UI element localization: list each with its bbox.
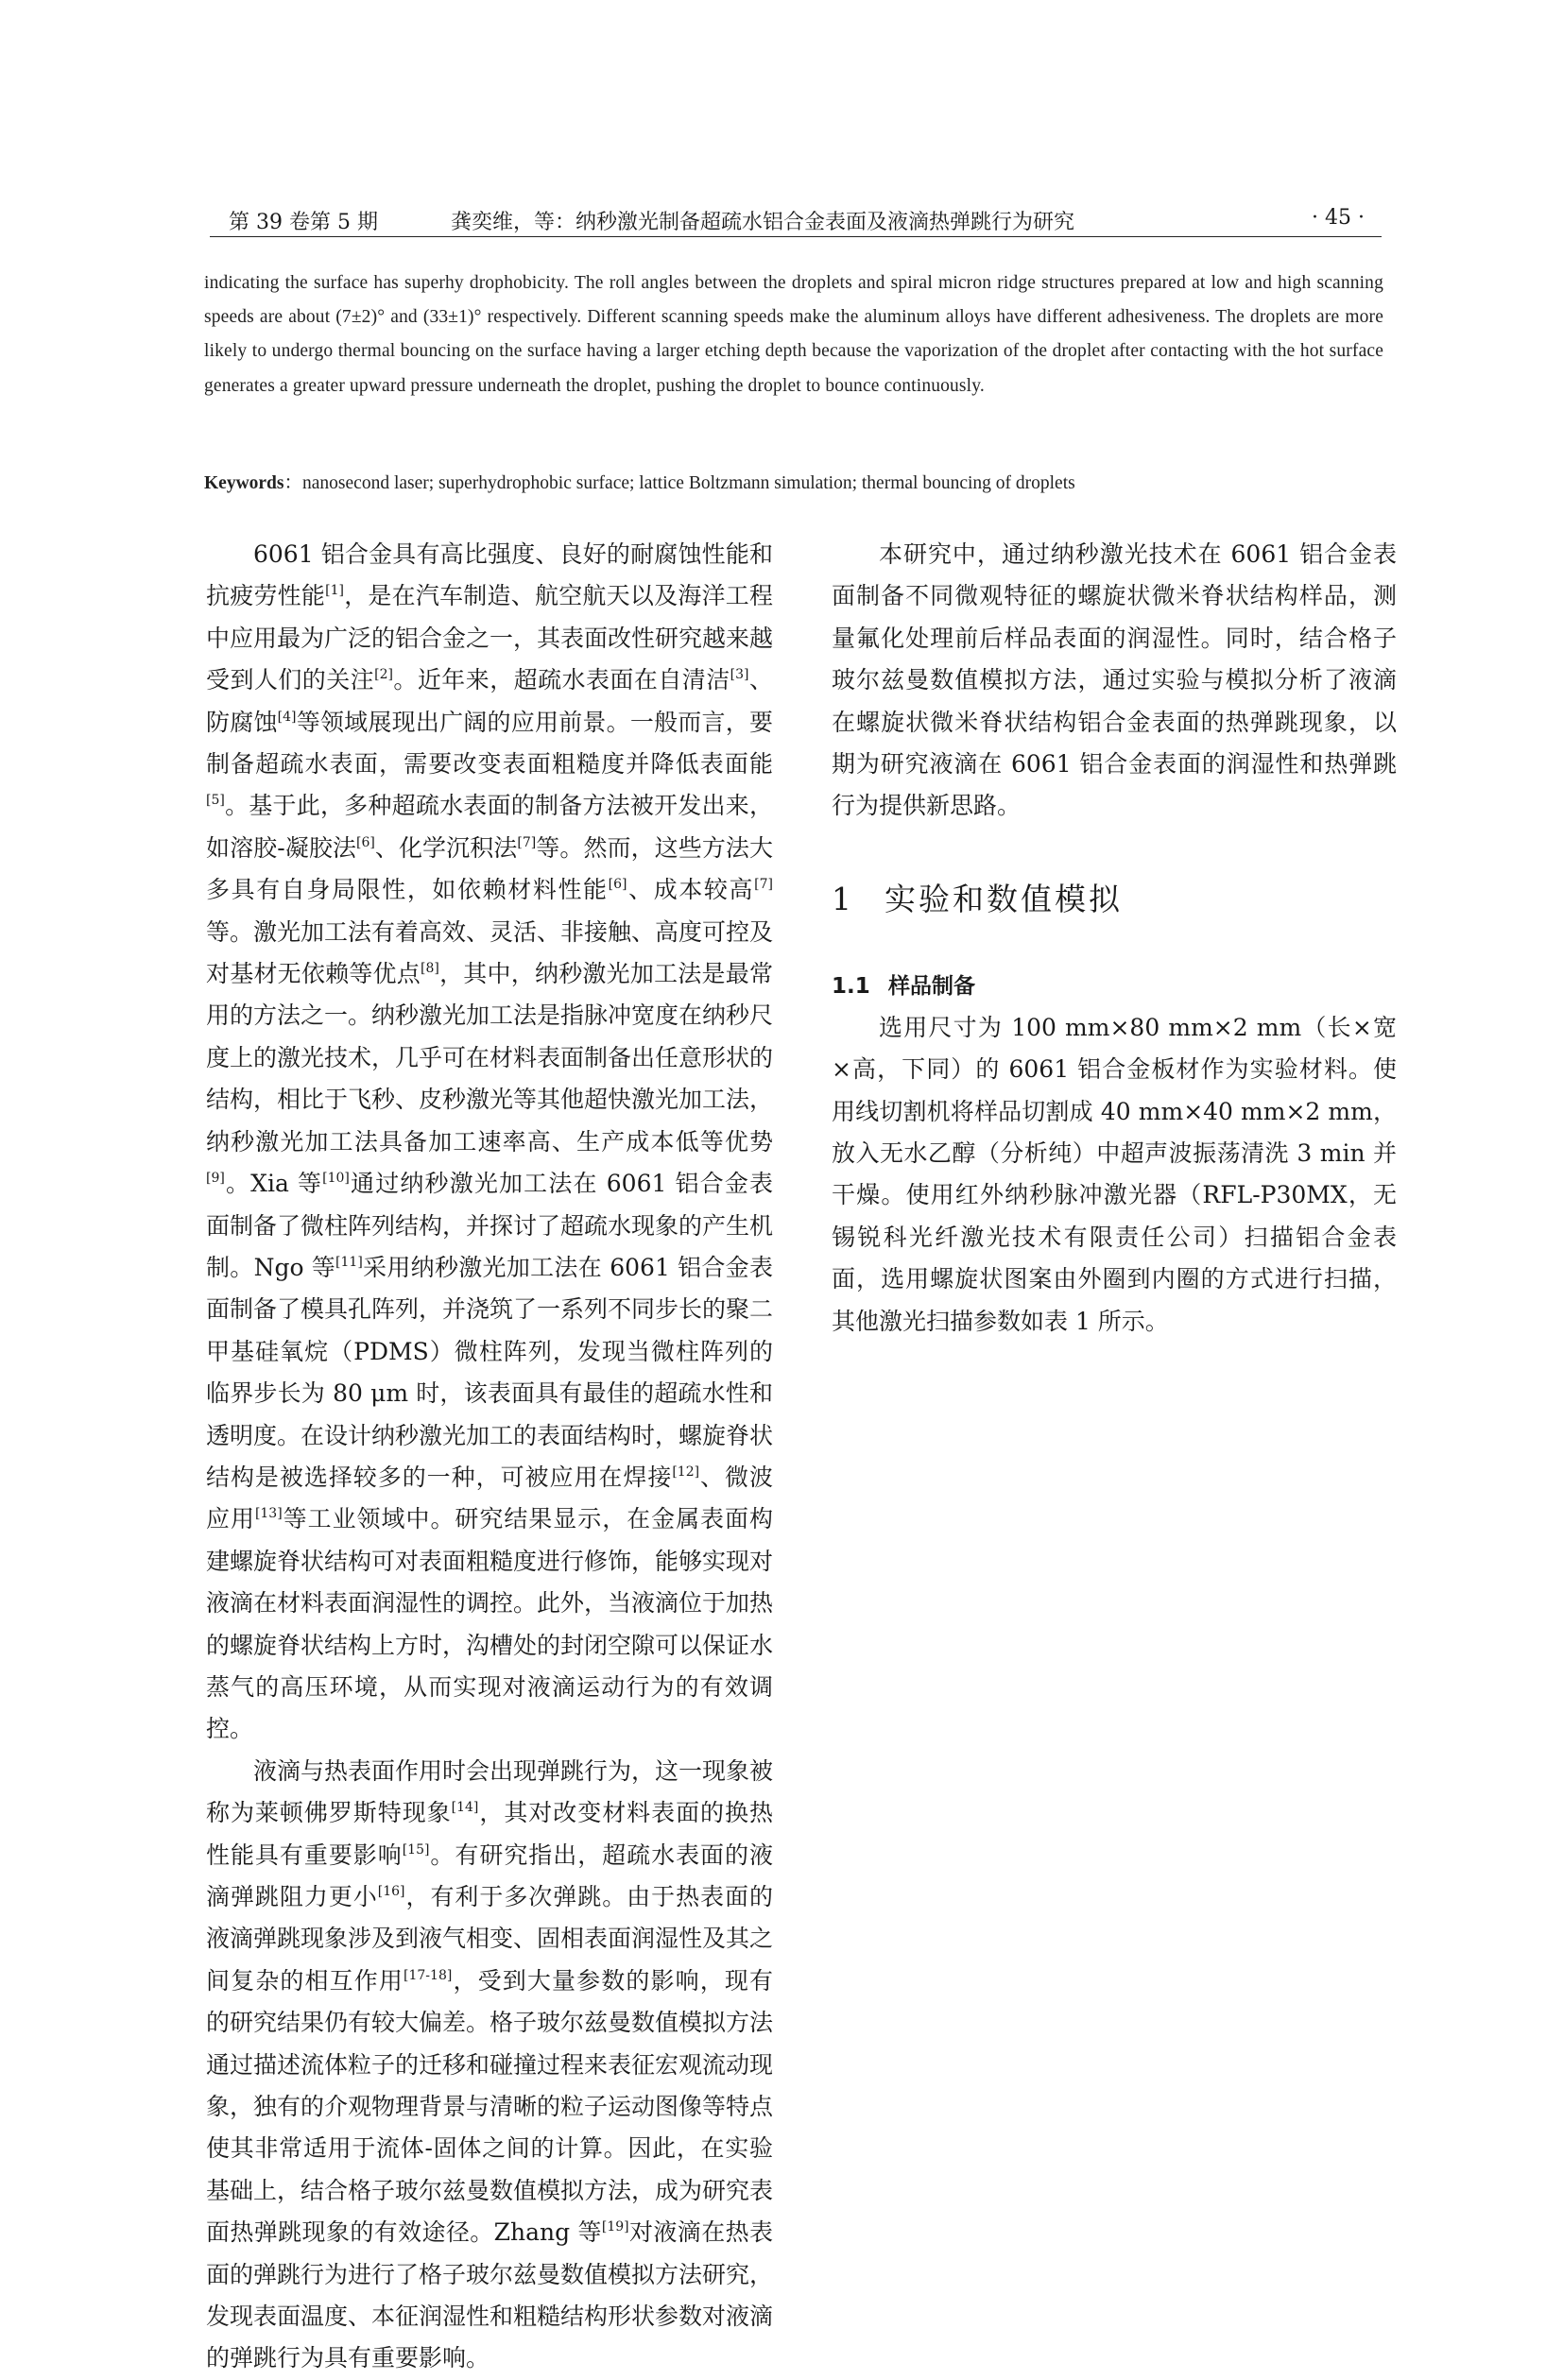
citation[interactable]: [15] (402, 1841, 430, 1858)
paragraph-intro-1: 6061 铝合金具有高比强度、良好的耐腐蚀性能和抗疲劳性能[1]，是在汽车制造、航空航天以及海洋工程中应用最为广泛的铝合金之一，其表面改性研究越来越受到人们的关注[2]。近年来，超疏水表面在自清洁[3]、防腐蚀[4]等领域展现出广阔的应用前景。一般而言，要制备超疏水表面，需要改变表面粗糙度并降低表面能[5]。基于此，多种超疏水表面的制备方法被开发出来，如溶胶-凝胶法[6]、化学沉积法[7]等。然而，这些方法大多具有自身局限性，如依赖材料性能[6]、成本较高[7]等。激光加工法有着高效、灵活、非接触、高度可控及对基材无依赖等优点[8]，其中，纳秒激光加工法是最常用的方法之一。纳秒激光加工法是指脉冲宽度在纳秒尺度上的激光技术，几乎可在材料表面制备出任意形状的结构，相比于飞秒、皮秒激光等其他超快激光加工法，纳秒激光加工法具备加工速率高、生产成本低等优势[9]。Xia 等[10]通过纳秒激光加工法在 6061 铝合金表面制备了微柱阵列结构，并探讨了超疏水现象的产生机制。Ngo 等[11]采用纳秒激光加工法在 6061 铝合金表面制备了模具孔阵列，并浇筑了一系列不同步长的聚二甲基硅氧烷（PDMS）微柱阵列，发现当微柱阵列的临界步长为 80 μm 时，该表面具有最佳的超疏水性和透明度。在设计纳秒激光加工的表面结构时，螺旋脊状结构是被选择较多的一种，可被应用在焊接[12]、微波应用[13]等工业领域中。研究结果显示，在金属表面构建螺旋脊状结构可对表面粗糙度进行修饰，能够实现对液滴在材料表面润湿性的调控。此外，当液滴位于加热的螺旋脊状结构上方时，沟槽处的封闭空隙可以保证水蒸气的高压环境，从而实现对液滴运动行为的有效调控。 (206, 540, 774, 1743)
citation[interactable]: [5] (206, 793, 225, 809)
citation[interactable]: [19] (601, 2219, 629, 2235)
keywords-line (204, 467, 1383, 501)
citation[interactable]: [16] (377, 1884, 405, 1899)
subsection-heading (832, 966, 1397, 1007)
body-column-right (832, 534, 1397, 1343)
citation[interactable]: [7] (517, 834, 537, 850)
header-rule (210, 236, 1382, 237)
citation[interactable]: [6] (355, 834, 375, 850)
subsection-title: 样品制备 (888, 973, 975, 999)
keywords-label: Keywords (204, 473, 284, 493)
citation[interactable]: [17-18] (404, 1967, 453, 1983)
body-column-left (206, 534, 773, 2380)
citation[interactable]: [9] (206, 1171, 225, 1187)
subsection-number: 1.1 (832, 973, 870, 999)
paragraph-intro-3: 本研究中，通过纳秒激光技术在 6061 铝合金表面制备不同微观特征的螺旋状微米脊状结构样品，测量氟化处理前后样品表面的润湿性。同时，结合格子玻尔兹曼数值模拟方法，通过实验与模拟分析了液滴在螺旋状微米脊状结构铝合金表面的热弹跳现象，以期为研究液滴在 6061 铝合金表面的润湿性和热弹跳行为提供新思路。 (832, 540, 1397, 820)
journal-volume-issue: 第 39 卷第 5 期 (229, 211, 378, 234)
keywords-colon: ： (283, 473, 303, 493)
paragraph-intro-2: 液滴与热表面作用时会出现弹跳行为，这一现象被称为莱顿佛罗斯特现象[14]，其对改变材料表面的换热性能具有重要影响[15]。有研究指出，超疏水表面的液滴弹跳阻力更小[16]，有利于多次弹跳。由于热表面的液滴弹跳现象涉及到液气相变、固相表面润湿性及其之间复杂的相互作用[17-18]，受到大量参数的影响，现有的研究结果仍有较大偏差。格子玻尔兹曼数值模拟方法通过描述流体粒子的迁移和碰撞过程来表征宏观流动现象，独有的介观物理背景与清晰的粒子运动图像等特点使其非常适用于流体-固体之间的计算。因此，在实验基础上，结合格子玻尔兹曼数值模拟方法，成为研究表面热弹跳现象的有效途径。Zhang 等[19]对液滴在热表面的弹跳行为进行了格子玻尔兹曼数值模拟方法研究，发现表面温度、本征润湿性和粗糙结构形状参数对液滴的弹跳行为具有重要影响。 (206, 1756, 774, 2372)
citation[interactable]: [12] (672, 1464, 700, 1480)
citation[interactable]: [13] (254, 1506, 283, 1522)
paragraph-sample-prep: 选用尺寸为 100 mm×80 mm×2 mm（长×宽×高，下同）的 6061 铝合金板材作为实验材料。使用线切割机将样品切割成 40 mm×40 mm×2 mm，放入无水乙醇（分析纯）中超声波振荡清洗 3 min 并干燥。使用红外纳秒脉冲激光器（RFL-P30MX，无锡锐科光纤激光技术有限责任公司）扫描铝合金表面，选用螺旋状图案由外圈到内圈的方式进行扫描，其他激光扫描参数如表 1 所示。 (832, 1013, 1397, 1335)
keywords-text: nanosecond laser; superhydrophobic surface; lattice Boltzmann simulation; thermal bouncing of droplets (302, 473, 1075, 493)
page-number: · 45 · (1312, 206, 1365, 230)
abstract-text: indicating the surface has superhy drophobicity. The roll angles between the droplets and spiral micron ridge structures prepared at low and high scanning speeds are about (7±2)° and (33±1)° respectively. Different scanning speeds make the aluminum alloys have different adhesiveness. The droplets are more likely to undergo thermal bouncing on the surface having a larger etching depth because the vaporization of the droplet after contacting with the hot surface generates a greater upward pressure underneath the droplet, pushing the droplet to bounce continuously. (204, 273, 1383, 396)
citation[interactable]: [4] (277, 709, 297, 725)
citation[interactable]: [14] (451, 1800, 479, 1816)
section-heading (832, 879, 1397, 920)
citation[interactable]: [3] (730, 667, 749, 683)
running-title: 龚奕维，等：纳秒激光制备超疏水铝合金表面及液滴热弹跳行为研究 (451, 211, 1075, 234)
english-abstract (204, 266, 1383, 403)
citation[interactable]: [1] (325, 583, 344, 599)
citation[interactable]: [11] (335, 1254, 363, 1270)
citation[interactable]: [7] (754, 877, 773, 893)
running-header (210, 200, 1382, 234)
section-number: 1 (832, 880, 854, 917)
section-title: 实验和数值模拟 (885, 880, 1123, 917)
citation[interactable]: [8] (421, 961, 439, 977)
citation[interactable]: [6] (608, 877, 627, 893)
citation[interactable]: [2] (374, 667, 393, 683)
citation[interactable]: [10] (322, 1171, 350, 1187)
